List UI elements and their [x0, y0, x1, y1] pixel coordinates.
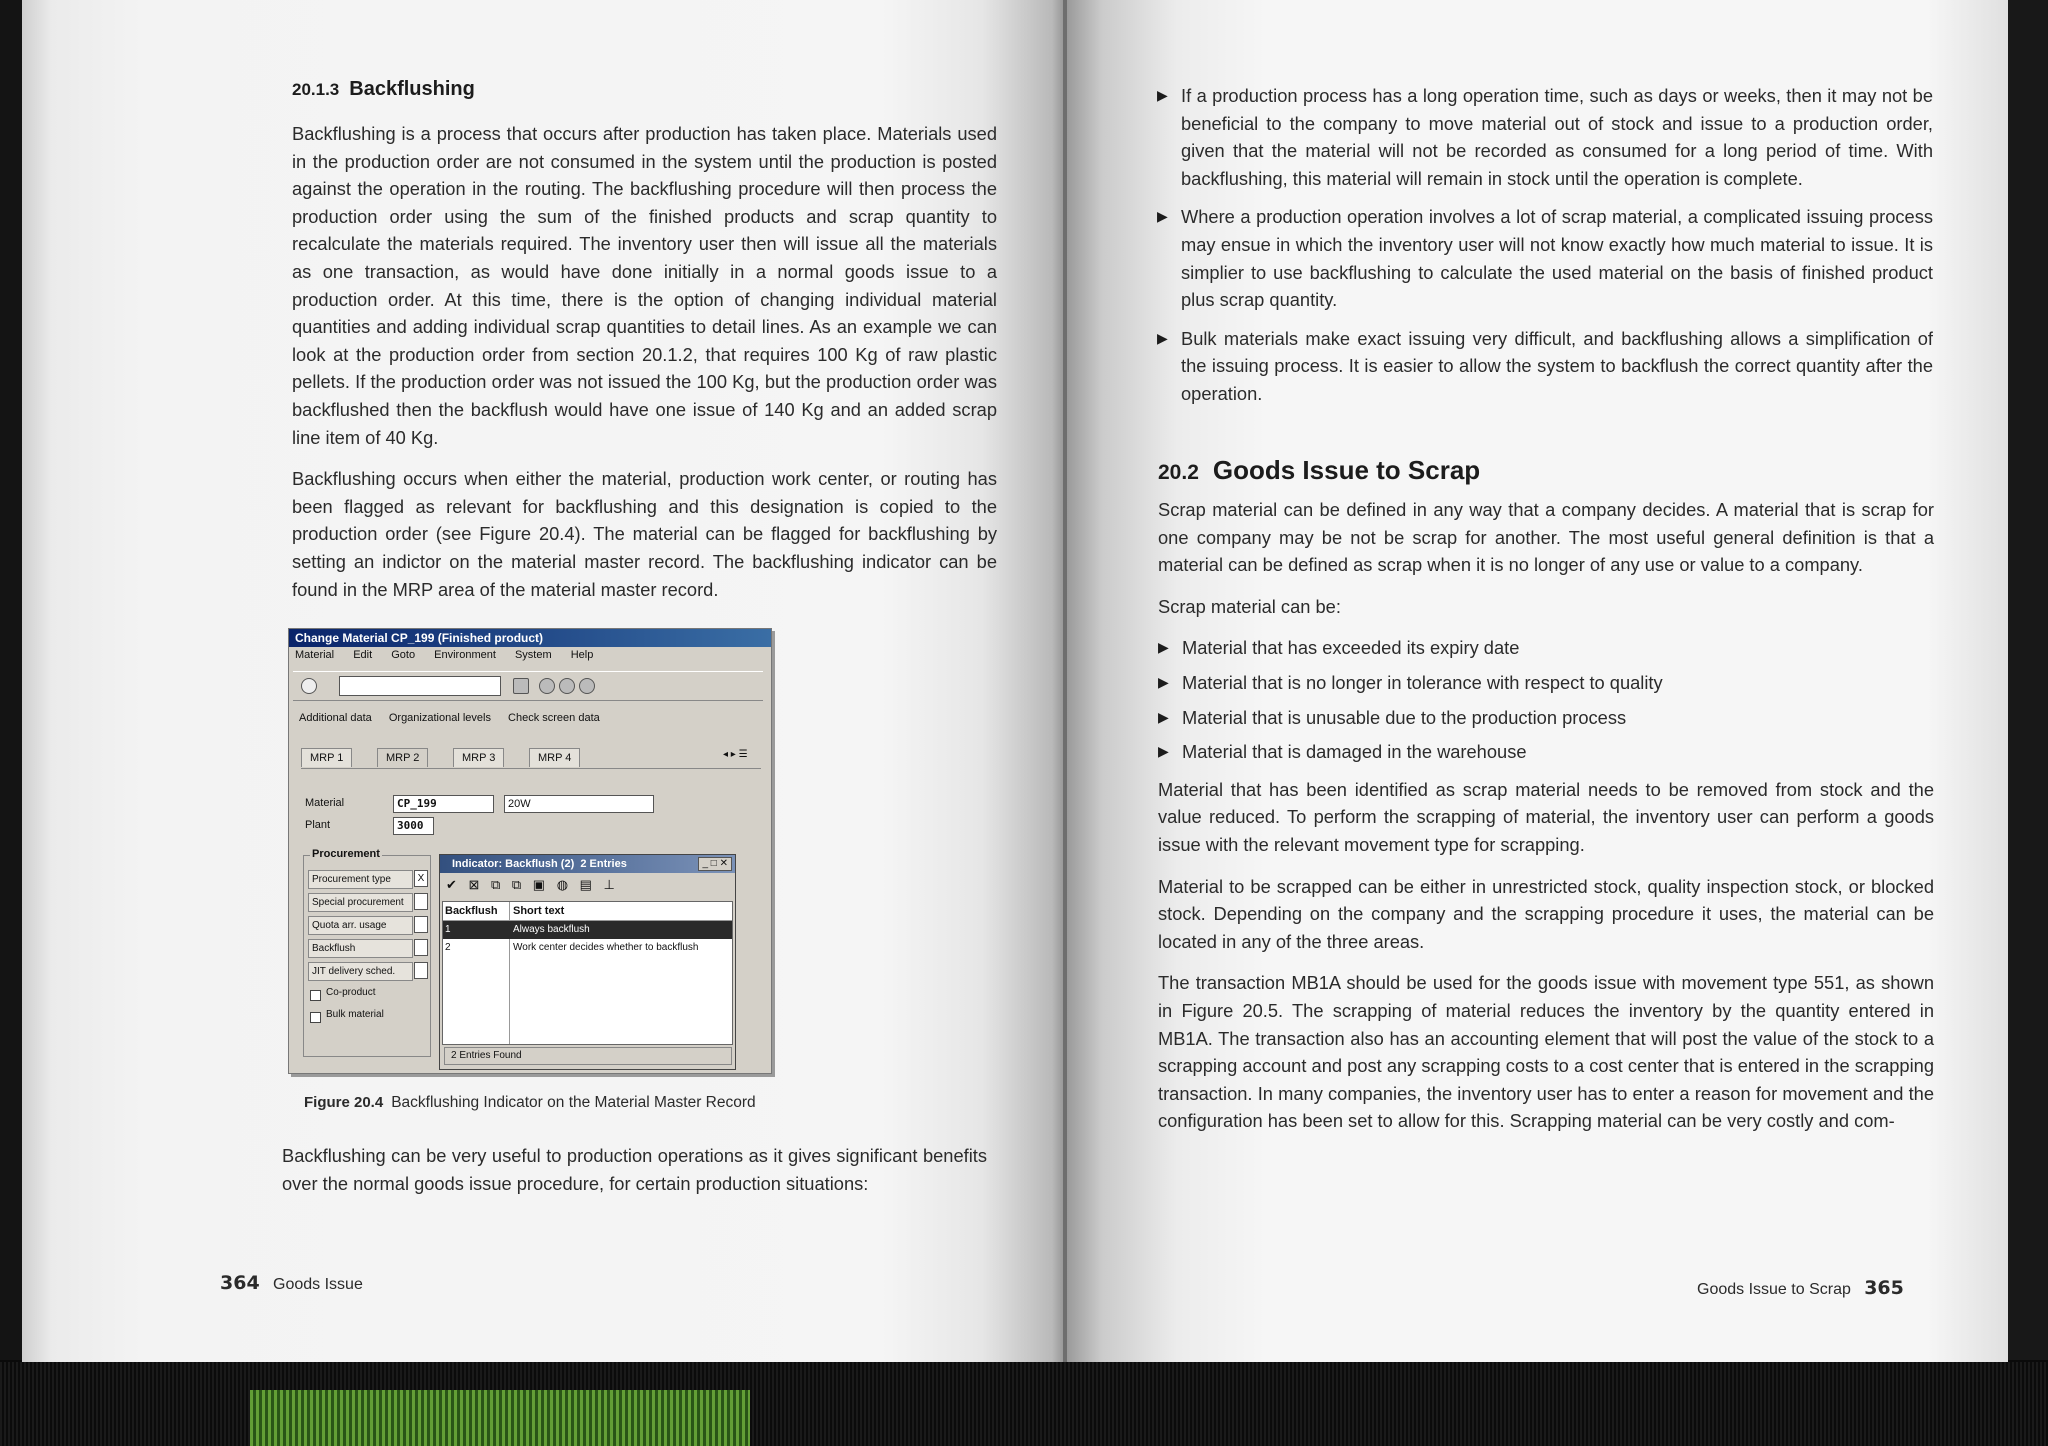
list-item-text: Bulk materials make exact issuing very difficult, and backflushing allows a simplification of the issuing process. It is easier to allow the system to backflush the correct quantity after the operation. — [1181, 327, 1933, 404]
backflush-label: Backflush — [308, 939, 413, 958]
menu-material[interactable]: Material — [295, 649, 335, 661]
section-heading-goods-issue-to-scrap — [1158, 455, 1480, 486]
coproduct-checkbox[interactable] — [310, 990, 321, 1001]
list-item — [1158, 704, 1934, 732]
running-head: Goods Issue — [273, 1276, 363, 1293]
cancel-icon[interactable] — [579, 678, 595, 694]
table-row[interactable] — [443, 921, 732, 939]
bullet-arrow-icon: ▶ — [1158, 708, 1169, 725]
material-description-field[interactable]: 20W — [504, 795, 654, 813]
list-item-text: Material that has exceeded its expiry date — [1182, 637, 1520, 659]
bulk-material-label: Bulk material — [326, 1009, 384, 1020]
list-item — [1157, 82, 1933, 192]
tab-mrp2[interactable]: MRP 2 — [377, 748, 428, 767]
list-item — [1158, 669, 1934, 697]
jit-delivery-field[interactable] — [414, 962, 428, 979]
enter-icon[interactable] — [301, 678, 317, 694]
backflush-dialog — [439, 854, 736, 1070]
tab-mrp1[interactable]: MRP 1 — [301, 748, 352, 767]
background-strip — [0, 1362, 2048, 1446]
paragraph: Backflushing can be very useful to production operations as it gives significant benefits over the normal goods issue procedure, for certain production situations: — [282, 1145, 987, 1194]
quota-arr-label: Quota arr. usage — [308, 916, 413, 935]
plant-label: Plant — [305, 819, 331, 831]
paragraph: Material that has been identified as scrap material needs to be removed from stock and the value reduced. To perform the scrapping of material, the inventory user can perform a goods issue with the relevant movement type for scrapping. — [1158, 778, 1934, 855]
additional-data-button[interactable]: Additional data — [299, 712, 372, 724]
material-label: Material — [305, 797, 345, 809]
bullet-arrow-icon: ▶ — [1158, 743, 1169, 760]
row-key: 2 — [445, 942, 451, 953]
tab-strip — [301, 746, 761, 769]
section-number: 20.1.3 — [292, 80, 340, 99]
table-header — [443, 902, 732, 921]
tab-mrp4[interactable]: MRP 4 — [529, 748, 580, 767]
bullet-arrow-icon: ▶ — [1157, 208, 1168, 225]
section-title: Goods Issue to Scrap — [1212, 455, 1481, 485]
bullet-arrow-icon: ▶ — [1158, 639, 1169, 656]
material-field[interactable]: CP_199 — [393, 795, 494, 813]
menu-goto[interactable]: Goto — [391, 649, 416, 661]
row-key: 1 — [445, 924, 451, 935]
row-text: Work center decides whether to backflush — [513, 942, 699, 953]
figure-caption — [304, 1094, 756, 1112]
bulk-material-checkbox[interactable] — [310, 1012, 321, 1023]
list-item — [1158, 738, 1934, 766]
right-text-block — [1158, 496, 1934, 1149]
dialog-status-bar: 2 Entries Found — [444, 1047, 732, 1065]
figure-label: Figure 20.4 — [304, 1094, 384, 1111]
bullet-arrow-icon: ▶ — [1157, 87, 1168, 103]
left-footer — [220, 1272, 363, 1294]
table-row[interactable] — [443, 939, 732, 957]
save-icon[interactable] — [513, 678, 529, 694]
organizational-levels-button[interactable]: Organizational levels — [388, 712, 491, 724]
list-item-text: Material that is no longer in tolerance with respect to quality — [1182, 671, 1663, 693]
menu-environment[interactable]: Environment — [434, 649, 496, 661]
dialog-title-text: Indicator: Backflush (2) — [452, 858, 575, 870]
procurement-type-field[interactable]: X — [414, 870, 428, 887]
bullet-arrow-icon: ▶ — [1157, 329, 1168, 346]
quota-arr-field[interactable] — [414, 916, 428, 933]
page-number: 364 — [220, 1272, 260, 1294]
book-edge-left — [0, 0, 22, 1360]
paragraph: Material to be scrapped can be either in unrestricted stock, quality inspection stock, or blocked stock. Depending on the company and the scrapping procedure it uses, the material can be located in any of the three areas. — [1158, 875, 1934, 952]
dialog-title — [440, 855, 735, 873]
paragraph: Backflushing is a process that occurs after production has taken place. Materials used in the production order are not consumed in the system until the production is posted against the operation in the routing. The backflushing procedure will then process the production order using the sum of the finished products and scrap quantity to recalculate the materials required. The inventory user then will issue all the materials as one transaction, as would have done initially in a normal goods issue to a production order. At this time, there is the option of changing individual material quantities and adding individual scrap quantities to detail lines. As an example we can look at the production order from section 20.1.2, that requires 100 Kg of raw plastic pellets. If the production order was not issued the 100 Kg, but the production order was backflushed then the backflush would have one issue of 140 Kg and an added scrap line item of 40 Kg. — [292, 123, 997, 448]
command-field[interactable] — [339, 676, 501, 696]
procurement-title: Procurement — [312, 848, 380, 860]
menu-system[interactable]: System — [514, 649, 552, 661]
back-icon[interactable] — [539, 678, 555, 694]
list-item-text: Where a production operation involves a lot of scrap material, a complicated issuing process may ensue in which the inventory user will not know exactly how much material to issue. It is simplier to use backflushing to calculate the used material on the basis of finished product plus scrap quantity. — [1181, 206, 1933, 311]
exit-icon[interactable] — [559, 678, 575, 694]
backflush-field[interactable] — [414, 939, 428, 956]
jit-delivery-label: JIT delivery sched. — [308, 962, 413, 981]
check-screen-data-button[interactable]: Check screen data — [508, 712, 600, 724]
column-header-short-text: Short text — [513, 905, 565, 917]
left-page — [22, 0, 1067, 1362]
tab-scroll-buttons[interactable]: ◂ ▸ ☰ — [723, 749, 748, 760]
page-number: 365 — [1864, 1277, 1904, 1299]
tab-mrp3[interactable]: MRP 3 — [453, 748, 504, 767]
section-title: Backflushing — [349, 78, 475, 100]
window-title: Change Material CP_199 (Finished product) — [289, 629, 771, 647]
section-heading-backflushing — [292, 78, 475, 101]
row-text: Always backflush — [513, 924, 590, 935]
left-text-block — [292, 120, 997, 617]
green-cover-edge — [250, 1390, 750, 1446]
list-item — [1157, 325, 1933, 408]
right-top-bullets — [1157, 82, 1933, 419]
paragraph: Scrap material can be: — [1158, 595, 1341, 617]
special-procurement-label: Special procurement — [308, 893, 413, 912]
paragraph: Backflushing occurs when either the material, production work center, or routing has been flagged as relevant for backflushing and this designation is copied to the production order (see Figure 20.4). The material can be flagged for backflushing by setting an indictor on the material master record. The backflushing indicator can be found in the MRP area of the material master record. — [292, 468, 997, 600]
standard-toolbar — [293, 671, 763, 701]
list-item-text: If a production process has a long operation time, such as days or weeks, then it may not be beneficial to the company to move material out of stock and issue to a production order, given that the material will not be recorded as consumed for a long period of time. With backflushing, this material will remain in stock until the operation is complete. — [1181, 85, 1933, 189]
plant-field[interactable]: 3000 — [393, 817, 434, 835]
value-list-table — [442, 901, 733, 1045]
paragraph: The transaction MB1A should be used for the goods issue with movement type 551, as shown in Figure 20.5. The scrapping of material reduces the inventory by the quantity entered in MB1A. The transaction also has an accounting element that will post the value of the stock to a scrapping account and post any scrapping costs to a cost center that is entered in the scrapping transaction. In many companies, the inventory user has to enter a reason for movement and the configuration has been set to allow for this. Scrapping material can be very costly and com- — [1158, 972, 1934, 1132]
sap-screenshot — [288, 628, 772, 1074]
close-icon[interactable]: _ □ ✕ — [698, 857, 732, 871]
list-item-text: Material that is unusable due to the production process — [1182, 706, 1627, 728]
coproduct-label: Co-product — [326, 987, 376, 998]
menu-help[interactable]: Help — [570, 649, 594, 661]
menu-edit[interactable]: Edit — [353, 649, 373, 661]
left-text-block-bottom — [282, 1142, 987, 1211]
book-edge-right — [2008, 0, 2048, 1360]
dialog-entries-count: 2 Entries — [580, 858, 627, 870]
right-footer — [1697, 1277, 1904, 1299]
list-item — [1157, 203, 1933, 313]
section-number: 20.2 — [1158, 461, 1199, 484]
procurement-type-label: Procurement type — [308, 870, 413, 889]
special-procurement-field[interactable] — [414, 893, 428, 910]
figure-caption-text: Backflushing Indicator on the Material Master Record — [391, 1094, 756, 1111]
dialog-toolbar[interactable]: ✔ ⊠ ⧉ ⧉ ▣ ◍ ▤ ⊥ — [446, 877, 619, 892]
list-item — [1158, 634, 1934, 662]
right-page — [1067, 0, 2008, 1362]
list-item-text: Material that is damaged in the warehouse — [1182, 741, 1527, 763]
application-toolbar — [299, 707, 759, 729]
bullet-arrow-icon: ▶ — [1158, 673, 1169, 690]
menu-bar — [289, 647, 771, 664]
paragraph: Scrap material can be defined in any way that a company decides. A material that is scrap for one company may be not be scrap for another. The most useful general definition is that a material can be defined as scrap when it is no longer of any use or value to a company. — [1158, 499, 1934, 576]
column-header-backflush: Backflush — [445, 905, 498, 917]
running-head: Goods Issue to Scrap — [1697, 1281, 1851, 1298]
procurement-group — [303, 848, 431, 1057]
